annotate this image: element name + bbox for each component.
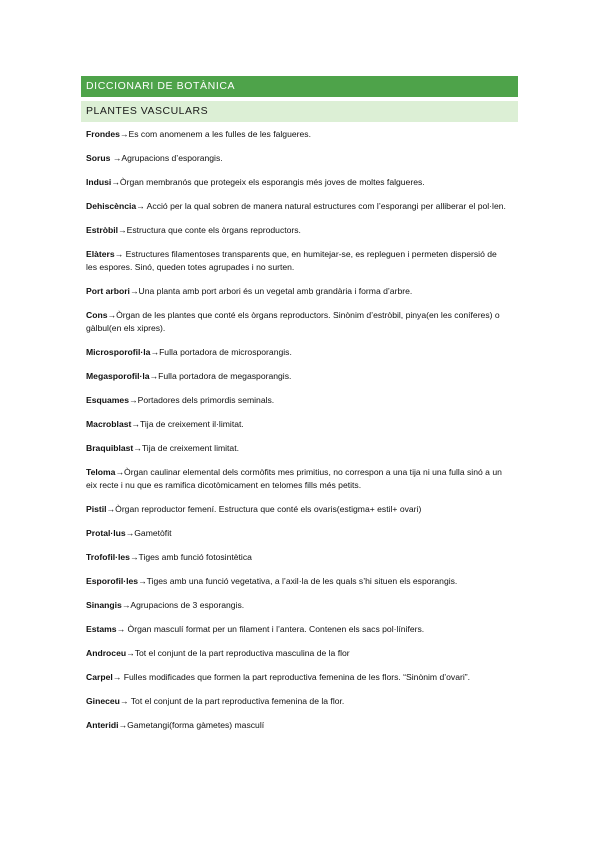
- entry-definition: Estructures filamentoses transparents que, en humitejar-se, es repleguen i permeten dispersió de les espores. Sinó, queden totes agrupades i no surten.: [86, 249, 497, 272]
- arrow-icon: →: [115, 467, 125, 477]
- dictionary-entry: [86, 285, 506, 298]
- entry-list: [86, 128, 506, 743]
- entry-definition: Una planta amb port arbori és un vegetal amb grandària i forma d’arbre.: [138, 286, 413, 296]
- arrow-icon: →: [119, 129, 129, 139]
- dictionary-entry: [86, 671, 506, 684]
- entry-term: Elàters: [86, 249, 115, 259]
- dictionary-entry: [86, 309, 506, 335]
- dictionary-entry: [86, 466, 506, 492]
- entry-definition: Estructura que conte els òrgans reproductors.: [126, 225, 301, 235]
- entry-term: Microsporofil·la: [86, 347, 151, 357]
- entry-term: Androceu: [86, 648, 127, 658]
- entry-definition: Tija de creixement il·limitat.: [139, 419, 244, 429]
- dictionary-entry: [86, 551, 506, 564]
- entry-term: Esquames: [86, 395, 129, 405]
- entry-definition: Es com anomenem a les fulles de les falgueres.: [128, 129, 311, 139]
- entry-term: Frondes: [86, 129, 120, 139]
- entry-term: Gineceu: [86, 696, 120, 706]
- entry-definition: Fulla portadora de megasporangis.: [158, 371, 292, 381]
- entry-term: Port arbori: [86, 286, 130, 296]
- arrow-icon: →: [118, 720, 128, 730]
- arrow-icon: →: [118, 225, 127, 235]
- arrow-icon: →: [129, 286, 139, 296]
- arrow-icon: →: [114, 249, 124, 259]
- entry-definition: Agrupacions d’esporangis.: [121, 153, 223, 163]
- entry-definition: Agrupacions de 3 esporangis.: [130, 600, 245, 610]
- dictionary-entry: [86, 442, 506, 455]
- dictionary-entry: [86, 248, 506, 274]
- entry-definition: Òrgan caulinar elemental dels cormòfits mes primitius, no correspon a una tija ni una fulla sinó a un eix recte i nu que es ramifica dicotòmicament en telomes fills més petits.: [86, 467, 502, 490]
- entry-definition: Gametangi(forma gàmetes) masculí: [127, 720, 265, 730]
- entry-term: Esporofil·les: [86, 576, 139, 586]
- entry-definition: Acció per la qual sobren de manera natural estructures com l’esporangi per alliberar el pol·len.: [144, 201, 506, 211]
- entry-definition: Fulles modificades que formen la part reproductiva femenina de les flors. “Sinònim d’ovari”.: [121, 672, 471, 682]
- entry-definition: Òrgan membranós que protegeix els esporangis més joves de moltes falgueres.: [119, 177, 425, 187]
- arrow-icon: →: [111, 177, 120, 187]
- entry-definition: Tiges amb una funció vegetativa, a l’axil·la de les quals s’hi situen els esporangis.: [146, 576, 458, 586]
- section-heading: PLANTES VASCULARS: [81, 101, 518, 122]
- entry-definition: Òrgan reproductor femení. Estructura que conté els ovaris(estigma+ estil+ ovari): [115, 504, 422, 514]
- dictionary-entry: [86, 394, 506, 407]
- entry-term: Estròbil: [86, 225, 118, 235]
- arrow-icon: →: [112, 672, 122, 682]
- dictionary-entry: [86, 647, 506, 660]
- arrow-icon: →: [138, 576, 147, 586]
- arrow-icon: →: [119, 696, 129, 706]
- arrow-icon: →: [125, 528, 135, 538]
- entry-term: Protal·lus: [86, 528, 126, 538]
- arrow-icon: →: [112, 153, 122, 163]
- arrow-icon: →: [121, 600, 131, 610]
- arrow-icon: →: [129, 395, 138, 405]
- entry-term: Macroblast: [86, 419, 132, 429]
- arrow-icon: →: [149, 371, 159, 381]
- arrow-icon: →: [106, 504, 116, 514]
- dictionary-entry: [86, 599, 506, 612]
- dictionary-entry: [86, 346, 506, 359]
- entry-definition: Òrgan de les plantes que conté els òrgans reproductors. Sinònim d’estròbil, pinya(en les coníferes) o gàlbul(en els xipres).: [86, 310, 500, 333]
- dictionary-entry: [86, 575, 506, 588]
- entry-term: Anteridi: [86, 720, 119, 730]
- entry-definition: Portadores dels primordis seminals.: [137, 395, 275, 405]
- dictionary-entry: [86, 370, 506, 383]
- arrow-icon: →: [116, 624, 126, 634]
- dictionary-entry: [86, 623, 506, 636]
- entry-definition: Tot el conjunt de la part reproductiva femenina de la flor.: [128, 696, 345, 706]
- dictionary-entry: [86, 200, 506, 213]
- arrow-icon: →: [133, 443, 142, 453]
- entry-term: Teloma: [86, 467, 116, 477]
- dictionary-entry: [86, 719, 506, 732]
- entry-definition: Òrgan masculí format per un filament i l’antera. Contenen els sacs pol·línifers.: [125, 624, 425, 634]
- entry-term: Braquiblast: [86, 443, 134, 453]
- dictionary-entry: [86, 224, 506, 237]
- entry-term: Dehiscència: [86, 201, 137, 211]
- entry-definition: Tiges amb funció fotosintètica: [138, 552, 252, 562]
- dictionary-entry: [86, 128, 506, 141]
- entry-definition: Fulla portadora de microsporangis.: [159, 347, 292, 357]
- dictionary-entry: [86, 695, 506, 708]
- entry-term: Indusi: [86, 177, 112, 187]
- arrow-icon: →: [150, 347, 160, 357]
- dictionary-entry: [86, 176, 506, 189]
- dictionary-title: DICCIONARI DE BOTÀNICA: [81, 76, 518, 97]
- entry-term: Sorus: [86, 153, 113, 163]
- entry-term: Trofofil·les: [86, 552, 130, 562]
- arrow-icon: →: [126, 648, 135, 658]
- entry-term: Cons: [86, 310, 108, 320]
- arrow-icon: →: [107, 310, 117, 320]
- dictionary-entry: [86, 527, 506, 540]
- entry-term: Carpel: [86, 672, 113, 682]
- arrow-icon: →: [131, 419, 140, 429]
- entry-definition: Tot el conjunt de la part reproductiva masculina de la flor: [134, 648, 350, 658]
- entry-term: Sinangis: [86, 600, 122, 610]
- entry-term: Pistil: [86, 504, 107, 514]
- entry-term: Estams: [86, 624, 117, 634]
- arrow-icon: →: [136, 201, 145, 211]
- entry-term: Megasporofil·la: [86, 371, 150, 381]
- entry-definition: Tija de creixement limitat.: [141, 443, 239, 453]
- entry-definition: Gametòfit: [134, 528, 172, 538]
- arrow-icon: →: [129, 552, 139, 562]
- dictionary-entry: [86, 418, 506, 431]
- dictionary-entry: [86, 152, 506, 165]
- dictionary-entry: [86, 503, 506, 516]
